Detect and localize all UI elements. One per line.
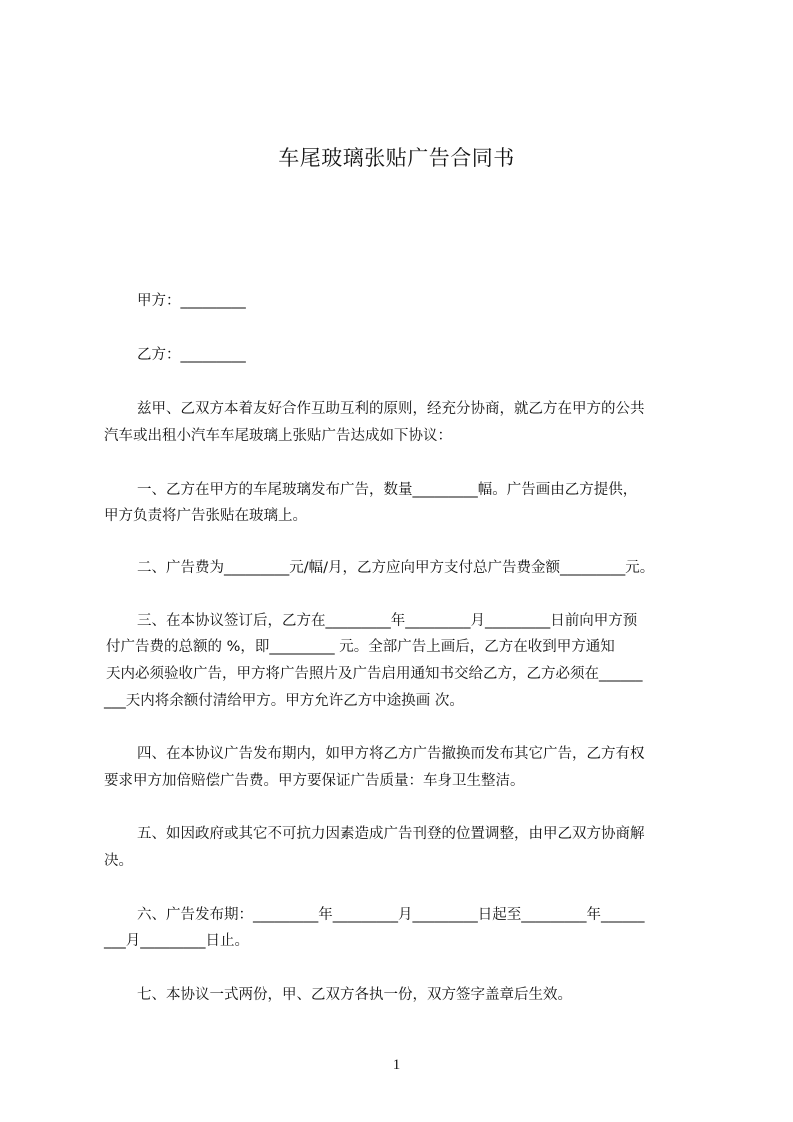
clause-4-line-1: 四、在本协议广告发布期内，如甲方将乙方广告撤换而发布其它广告，乙方有权 (137, 746, 645, 762)
clause-4-line-2: 要求甲方加倍赔偿广告费。甲方要保证广告质量：车身卫生整洁。 (104, 773, 525, 789)
clause-3-line-2: 付广告费的总额的 %，即_________ 元。全部广告上画后，乙方在收到甲方通知 (106, 639, 615, 655)
party-b-line: 乙方：_________ (137, 347, 246, 363)
intro-line-1: 兹甲、乙双方本着友好合作互助互利的原则，经充分协商，就乙方在甲方的公共 (137, 401, 645, 417)
clause-3-line-4: ___天内将余额付清给甲方。甲方允许乙方中途换画 次。 (104, 693, 464, 709)
clause-6-line-1: 六、广告发布期：_________年_________月_________日起至_________年______ (137, 907, 645, 923)
clause-5-line-1: 五、如因政府或其它不可抗力因素造成广告刊登的位置调整，由甲乙双方协商解 (137, 826, 645, 842)
clause-6-line-2: ___月_________日止。 (104, 933, 249, 949)
page-number: 1 (392, 1057, 401, 1073)
party-a-line: 甲方：_________ (137, 293, 246, 309)
intro-line-2: 汽车或出租小汽车车尾玻璃上张贴广告达成如下协议： (104, 428, 452, 444)
clause-3-line-1: 三、在本协议签订后，乙方在_________年_________月_________日前向甲方预 (137, 613, 638, 629)
clause-1-line-1: 一、乙方在甲方的车尾玻璃发布广告，数量_________幅。广告画由乙方提供， (137, 482, 638, 498)
clause-3-line-3: 天内必须验收广告，甲方将广告照片及广告启用通知书交给乙方，乙方必须在______ (106, 666, 643, 682)
clause-5-line-2: 决。 (104, 853, 133, 869)
document-title: 车尾玻璃张贴广告合同书 (278, 146, 515, 170)
clause-1-line-2: 甲方负责将广告张贴在玻璃上。 (104, 508, 307, 524)
clause-2-line-1: 二、广告费为_________元/幅/月，乙方应向甲方支付总广告费金额_________元。 (137, 560, 655, 576)
clause-7-line-1: 七、本协议一式两份，甲、乙双方各执一份，双方签字盖章后生效。 (137, 987, 572, 1003)
